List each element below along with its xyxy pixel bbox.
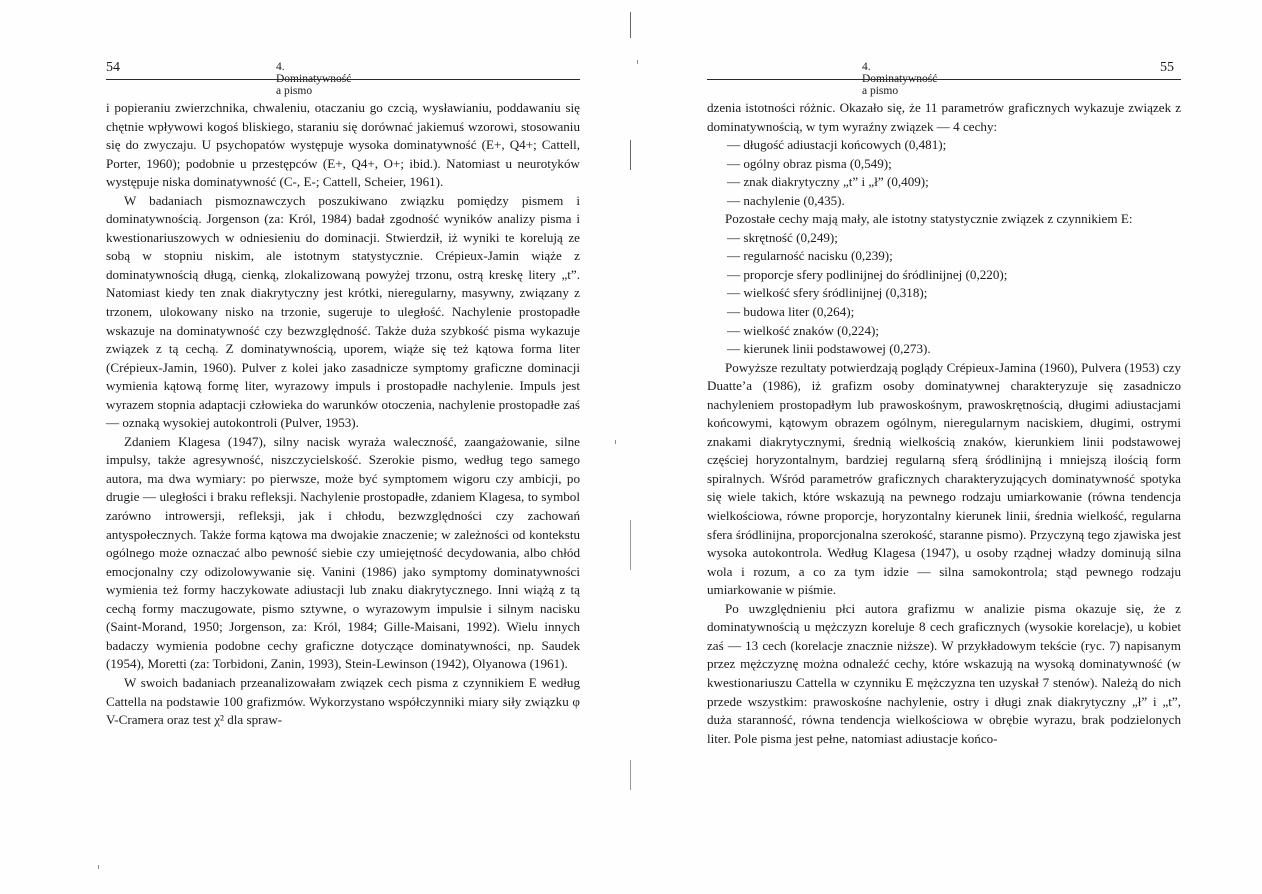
left-paragraph-2: W badaniach pismoznawczych poszukiwano związku pomiędzy pismem i dominatywnością. Jorgenson (za: Król, 1984) badał zgodność wyników analizy pisma i kwestionariuszowych w odniesieniu do dominacji. Stwierdził, iż wyniki te korelują ze sobą w stopniu niskim, ale istotnym statystycznie. Crépieux-Jamin wiąże z dominatywnością długą, cienką, zlokalizowaną powyżej trzonu, ostrą kreskę litery „t”. Natomiast kiedy ten znak diakrytyczny jest krótki, nieregularny, masywny, związany z trzonem, ulokowany nisko na trzonie, sugeruje to uległość. Nachylenie prostopadłe wskazuje na dominatywność czy bezwzględność. Także duża szybkość pisma wykazuje związek z tą cechą. Z dominatywnością, uporem, wiąże się też kątowa forma liter (Crépieux-Jamin, 1960). Pulver z kolei jako zasadnicze symptomy graficzne dominacji wymienia kątową formę liter, wyrazowy impuls i prostopadłe nachylenie. Impuls jest wyrazem stopnia adaptacji człowieka do warunków otoczenia, nachylenie prostopadłe zaś — oznaką wysokiej autokontroli (Pulver, 1953). — [106, 192, 580, 431]
left-page — [0, 0, 630, 894]
left-header-rule — [106, 79, 580, 80]
strong-list-item: — długość adiustacji końcowych (0,481); — [727, 137, 947, 153]
left-body-text — [106, 99, 580, 730]
weak-list-item: — regularność nacisku (0,239); — [727, 248, 893, 264]
left-paragraph-1: i popieraniu zwierzchnika, chwaleniu, otaczaniu go czcią, wysławianiu, poddawaniu się chętnie wpływowi kogoś bliskiego, staraniu się dorównać jakiemuś wzorowi, stosowaniu się do zwyczaju. U psychopatów występuje wysoka dominatywność (E+, Q4+; Cattell, Porter, 1960); podobnie u przestępców (E+, Q4+, O+; ibid.). Natomiast u neurotyków występuje niska dominatywność (C-, E-; Cattell, Scheier, 1961). — [106, 100, 580, 190]
gutter-shadow-top — [630, 12, 631, 38]
scan-speck — [98, 865, 99, 869]
right-page-number: 55 — [1160, 60, 1174, 75]
left-paragraph-4: W swoich badaniach przeanalizowałam związek cech pisma z czynnikiem E według Cattella na podstawie 100 grafizmów. Wykorzystano współczynniki miary siły związku φ V-Cramera oraz test χ² dla spraw- — [106, 674, 580, 728]
right-header-rule — [707, 79, 1181, 80]
scan-speck — [615, 440, 616, 444]
gutter-shadow-low — [630, 520, 631, 570]
weak-list-item: — wielkość sfery śródlinijnej (0,318); — [727, 285, 928, 301]
gutter-shadow-mid — [630, 140, 631, 170]
weak-list-item: — kierunek linii podstawowej (0,273). — [727, 341, 931, 357]
left-page-number: 54 — [106, 60, 120, 75]
weak-list-item: — budowa liter (0,264); — [727, 304, 855, 320]
weak-list-item: — proporcje sfery podlinijnej do śródlinijnej (0,220); — [727, 266, 1008, 282]
left-running-head: 4. Dominatywność a pismo — [276, 61, 352, 97]
weak-list-item: — skrętność (0,249); — [727, 229, 838, 245]
right-running-head: 4. Dominatywność a pismo — [862, 61, 938, 97]
right-intro: dzenia istotności różnic. Okazało się, że 11 parametrów graficznych wykazuje związek z dominatywnością, w tym wyraźny związek — 4 cechy: — [707, 100, 1181, 134]
right-page — [632, 0, 1262, 894]
weak-list-item: — wielkość znaków (0,224); — [727, 322, 879, 338]
strong-list-item: — ogólny obraz pisma (0,549); — [727, 155, 892, 171]
strong-list-item: — nachylenie (0,435). — [727, 192, 845, 208]
right-middle-text: Pozostałe cechy mają mały, ale istotny statystycznie związek z czynnikiem E: — [725, 211, 1133, 227]
left-paragraph-3: Zdaniem Klagesa (1947), silny nacisk wyraża waleczność, zaangażowanie, silne impulsy, także agresywność, niszczycielskość. Szerokie pismo, według tego samego autora, ma dwa wymiary: po pierwsze, może być symptomem wigoru czy ambicji, po drugie — uległości i braku refleksji. Nachylenie prostopadłe, zdaniem Klagesa, to symbol zarówno introwersji, refleksji, jak i chłodu, bezwzględności czy zachowań antyspołecznych. Także forma kątowa ma dwojakie znaczenie; w zależności od kontekstu ogólnego może oznaczać albo pewność siebie czy umiejętność decydowania, albo chłód emocjonalny czy odizolowywanie się. Vanini (1986) jako symptomy dominatywności wymienia też formy haczykowate adiustacji lub znaku diakrytycznego. Inni wiążą z tą cechą formy maczugowate, pismo sztywne, o wyrazowym impulsie i silnym nacisku (Saint-Morand, 1950; Jorgenson, za: Król, 1984; Gille-Maisani, 1992). Wielu innych badaczy wymienia podobne cechy graficzne dotyczące dominatywności, np. Saudek (1954), Moretti (za: Torbidoni, Zanin, 1993), Stein-Lewinson (1942), Olyanowa (1961). — [106, 433, 580, 672]
gutter-shadow-bottom — [630, 760, 631, 790]
right-paragraph-1: Powyższe rezultaty potwierdzają poglądy Crépieux-Jamina (1960), Pulvera (1953) czy Duatte’a (1986), iż grafizm osoby dominatywnej charakteryzuje się zasadniczo nachyleniem prostopadłym lub prawoskośnym, prawoskrętnością, długimi adiustacjami końcowymi, kątowym obrazem ogólnym, nieregularnym naciskiem, długimi, ostrymi znakami diakrytycznymi, średnią wielkością znaków, kierunkiem linii podstawowej częściej horyzontalnym, bardziej regularną sferą śródlinijną i mniejszą ilością form spiralnych. Wśród parametrów graficznych charakteryzujących dominatywność spotyka się wiele takich, które wskazują na pewnego rodzaju umiarkowanie (równa tendencja wielkościowa, równe proporcje, horyzontalny kierunek linii, średnia wielkość, regularna sfera śródlinijna, proporcjonalna szerokość, staranne pismo). Przyczyną tego zjawiska jest wysoka autokontrola. Według Klagesa (1947), u osoby rządnej władzy dominują silna wola i rozum, a co za tym idzie — silna samokontrola; stąd pewnego rodzaju umiarkowanie w piśmie. — [707, 359, 1181, 598]
right-paragraph-2: Po uwzględnieniu płci autora grafizmu w analizie pisma okazuje się, że z dominatywnością u mężczyzn koreluje 8 cech graficznych (wysokie korelacje), u kobiet zaś — 13 cech (korelacje znacznie niższe). W przykładowym tekście (ryc. 7) napisanym przez mężczyznę można odnaleźć cechy, które wskazują na wysoką dominatywność (w kwestionariuszu Cattella w czynniku E mężczyzna ten uzyskał 7 stenów). Należą do nich przede wszystkim: prawoskośne nachylenie, ostry i długi znak diakrytyczny „ł” i „t”, duża staranność, równa tendencja wielkościowa w obrębie wyrazu, brak podzielonych liter. Pole pisma jest pełne, natomiast adiustacje końco- — [707, 600, 1181, 746]
strong-list-item: — znak diakrytyczny „t” i „ł” (0,409); — [727, 174, 929, 190]
right-body-text — [707, 99, 1181, 748]
